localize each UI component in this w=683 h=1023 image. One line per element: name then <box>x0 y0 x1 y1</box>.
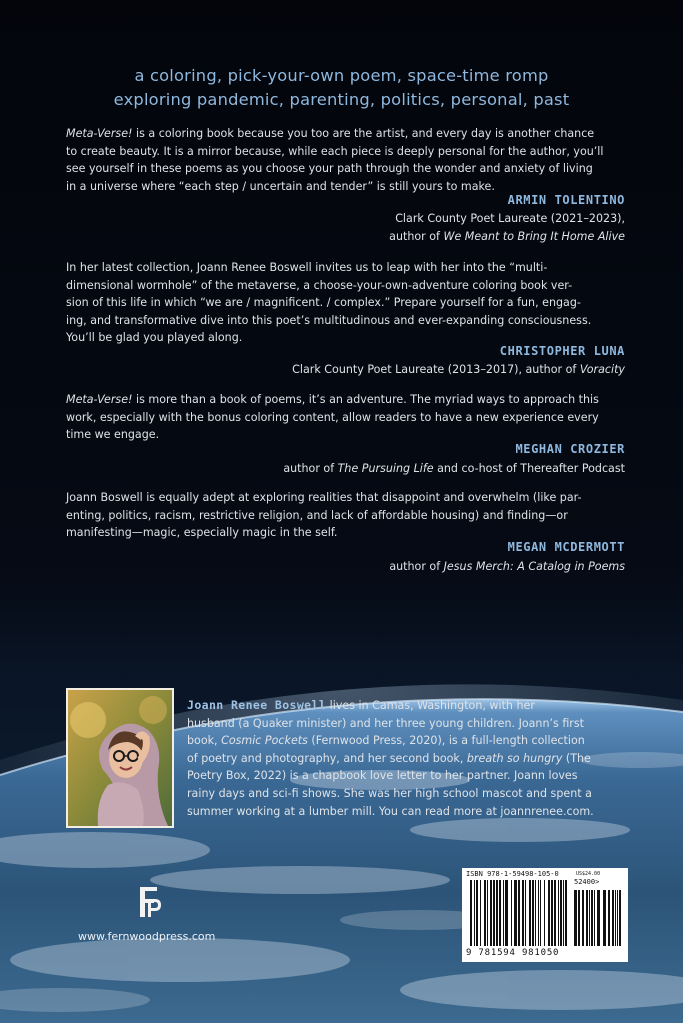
blurb-3-author: MEGHAN CROZIER <box>515 442 625 456</box>
barcode-bar <box>514 880 517 946</box>
barcode-bar <box>474 880 475 946</box>
blurb-1-author: ARMIN TOLENTINO <box>507 193 625 207</box>
barcode-bar <box>496 880 498 946</box>
blurb-line: sion of this life in which “we are / magnificent. / complex.” Prepare yourself for a fun, engag- <box>66 296 581 310</box>
barcode-bar <box>617 890 618 946</box>
author-name: Joann Renee Boswell <box>187 698 327 712</box>
isbn-label: ISBN 978-1-59498-105-0 <box>466 870 559 878</box>
price-label: US$24.00 <box>576 871 601 877</box>
barcode-bar <box>532 880 534 946</box>
barcode-bar <box>554 880 556 946</box>
barcode-bar <box>518 880 520 946</box>
blurb-line: to create beauty. It is a mirror because, while each piece is deeply personal for the author, you’ll <box>66 144 604 158</box>
ean-label: 9 781594 981050 <box>466 948 560 958</box>
barcode-bar <box>608 890 610 946</box>
barcode-bar <box>529 880 531 946</box>
role-line: author of The Pursuing Life and co-host of Thereafter Podcast <box>283 462 625 475</box>
barcode-bar <box>551 880 553 946</box>
bio-line: Poetry Box, 2022) is a chapbook love letter to her partner. Joann loves <box>187 769 578 783</box>
blurb-line: enting, politics, racism, restrictive religion, and lack of affordable housing) and finding—or <box>66 508 568 522</box>
barcode-bar <box>589 890 590 946</box>
barcode-bar <box>499 880 501 946</box>
blurb-line: Meta-Verse! is a coloring book because you too are the artist, and every day is another chance <box>66 127 595 140</box>
blurb-line: Meta-Verse! is more than a book of poems, it’s an adventure. The myriad ways to approach this <box>66 393 599 406</box>
barcode-bar <box>563 880 564 946</box>
blurb-line: manifesting—magic, especially magic in the self. <box>66 526 338 540</box>
barcode-bar <box>470 880 472 946</box>
author-bio <box>187 697 627 820</box>
blurb-line: dimensional wormhole” of the metaverse, a choose-your-own-adventure coloring book ver- <box>66 278 573 292</box>
supplement-label: 52400> <box>574 878 600 886</box>
barcode-bar <box>487 880 488 946</box>
barcode-bar <box>558 880 559 946</box>
barcode-bar <box>535 880 536 946</box>
barcode-bar <box>538 880 539 946</box>
barcode-bar <box>560 880 562 946</box>
barcode-bar <box>591 890 593 946</box>
barcode-bar <box>522 880 524 946</box>
bio-line: of poetry and photography, and her second book, breath so hungry (The <box>187 751 591 765</box>
blurb-4-text <box>66 489 626 542</box>
barcode-bar <box>574 890 577 946</box>
blurb-2-role <box>292 361 625 379</box>
barcode-bar <box>484 880 486 946</box>
blurb-3-text <box>66 391 626 444</box>
blurb-line: In her latest collection, Joann Renee Boswell invites us to leap with her into the “multi- <box>66 261 548 274</box>
barcode-bar <box>540 880 541 946</box>
barcode-bar <box>603 890 606 946</box>
blurb-line: You’ll be glad you played along. <box>66 331 243 345</box>
publisher-website-link[interactable]: www.fernwoodpress.com <box>78 930 216 943</box>
barcode-bar <box>503 880 504 946</box>
blurb-3-role <box>283 460 625 478</box>
fp-monogram-icon <box>137 885 163 919</box>
barcode-bar <box>597 890 600 946</box>
bio-line: husband (a Quaker minister) and her three young children. Joann’s first <box>187 716 585 730</box>
barcode-bar <box>505 880 508 946</box>
tagline-line-1: a coloring, pick-your-own poem, space-time romp <box>134 66 549 85</box>
barcode-bar <box>480 880 481 946</box>
barcode-bar <box>493 880 495 946</box>
role-line: author of Jesus Merch: A Catalog in Poems <box>389 560 625 573</box>
blurb-line: see yourself in these poems as you choose your path through the wonder and anxiety of living <box>66 162 593 176</box>
barcode-bar <box>511 880 512 946</box>
author-portrait-image <box>68 690 172 826</box>
barcode-bar <box>578 890 580 946</box>
bio-line: book, Cosmic Pockets (Fernwood Press, 2020), is a full-length collection <box>187 734 585 748</box>
barcode-bar <box>548 880 550 946</box>
blurb-line: Joann Boswell is equally adept at exploring realities that disappoint and overwhelm (like par- <box>66 491 582 504</box>
bio-line: summer working at a lumber mill. You can read more at joannrenee.com. <box>187 804 594 818</box>
isbn-barcode <box>462 868 628 962</box>
barcode-bar <box>476 880 478 946</box>
blurb-4-author: MEGAN MCDERMOTT <box>507 540 625 554</box>
author-photo <box>66 688 174 828</box>
blurb-line: time we engage. <box>66 428 160 442</box>
role-line: Clark County Poet Laureate (2021–2023), <box>395 212 625 225</box>
blurb-1-role <box>389 210 625 245</box>
barcode-bar <box>490 880 492 946</box>
barcode-bar <box>525 880 526 946</box>
blurb-line: ing, and transformative dive into this poet’s multitudinous and ever-expanding consciousness. <box>66 313 592 327</box>
bio-line: rainy days and sci-fi shows. She was her high school mascot and spent a <box>187 786 592 800</box>
barcode-bar <box>594 890 595 946</box>
blurb-line: in a universe where “each step / uncertain and tender” is still yours to make. <box>66 179 495 193</box>
blurb-2-author: CHRISTOPHER LUNA <box>499 344 625 358</box>
barcode-bar <box>586 890 588 946</box>
tagline-line-2: exploring pandemic, parenting, politics, personal, past <box>113 90 570 109</box>
barcode-bar <box>615 890 616 946</box>
barcode-bar <box>582 890 584 946</box>
blurb-4-role <box>389 558 625 576</box>
barcode-bar <box>565 880 567 946</box>
role-line: author of We Meant to Bring It Home Alive <box>389 229 625 243</box>
barcode-bar <box>619 890 621 946</box>
blurb-2-text <box>66 259 626 347</box>
role-line: Clark County Poet Laureate (2013–2017), author of Voracity <box>292 363 625 376</box>
barcode-bar <box>544 880 545 946</box>
barcode-bar <box>612 890 614 946</box>
bio-line: Joann Renee Boswell lives in Camas, Washington, with her <box>187 698 535 712</box>
blurb-line: work, especially with the bonus coloring content, allow readers to have a new experience every <box>66 410 599 424</box>
blurb-1-text <box>66 125 626 195</box>
